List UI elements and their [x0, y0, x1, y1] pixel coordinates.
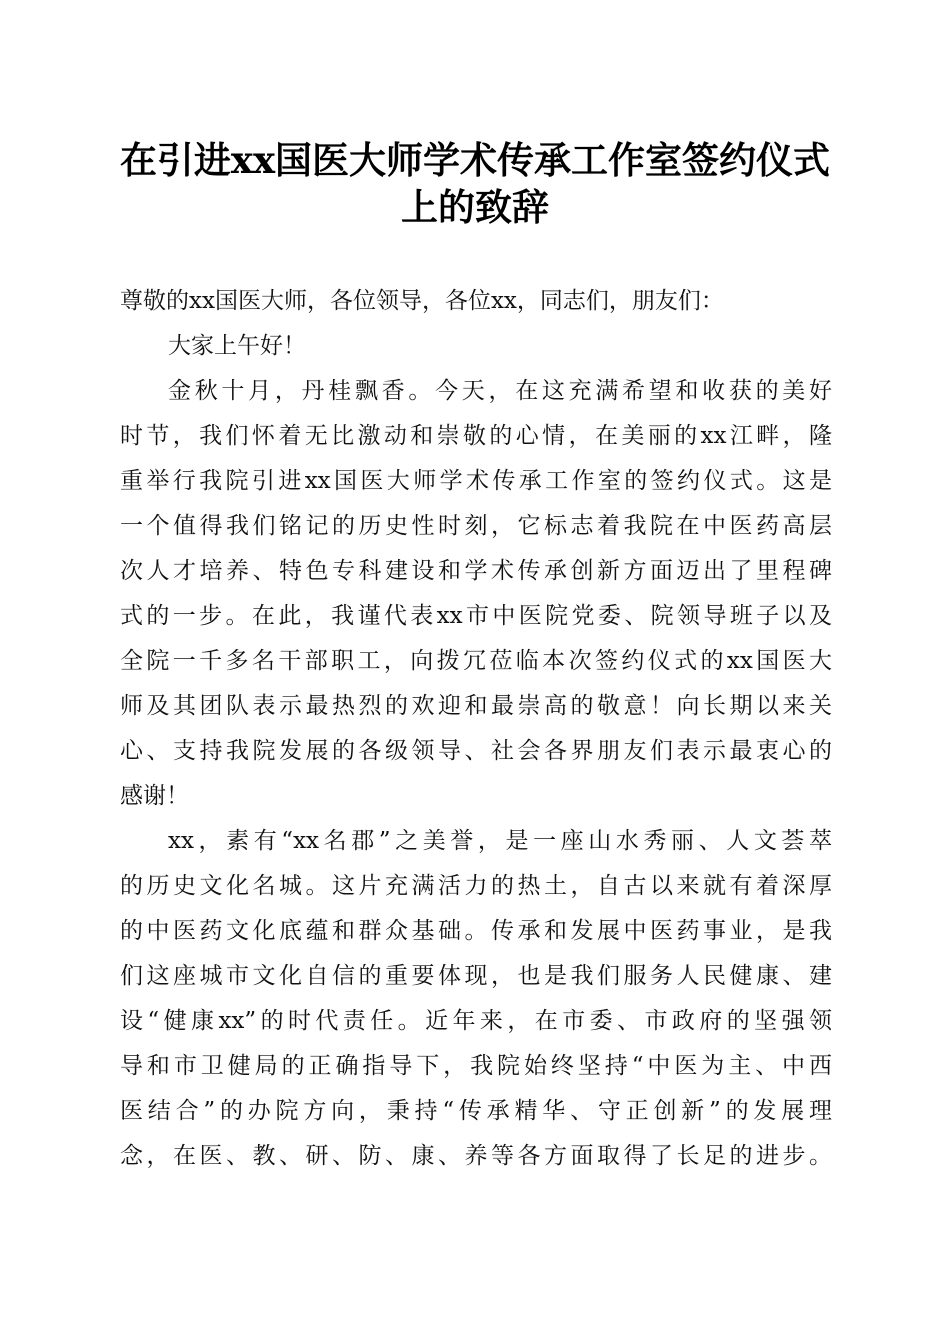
paragraph-line: 一个值得我们铭记的历史性时刻，它标志着我院在中医药高层: [120, 513, 832, 539]
paragraph-line: 式的一步。在此，我谨代表xx市中医院党委、院领导班子以及: [120, 603, 832, 629]
salutation: 尊敬的xx国医大师，各位领导，各位xx，同志们，朋友们：: [120, 288, 724, 314]
paragraph-line: 金秋十月，丹桂飘香。今天，在这充满希望和收获的美好: [168, 378, 832, 404]
paragraph-line: 心、支持我院发展的各级领导、社会各界朋友们表示最衷心的: [120, 738, 832, 764]
paragraph-line: xx，素有“xx名郡”之美誉，是一座山水秀丽、人文荟萃: [168, 828, 832, 854]
paragraph-line: 全院一千多名干部职工，向拨冗莅临本次签约仪式的xx国医大: [120, 648, 832, 674]
paragraph-2: [120, 819, 832, 1179]
greeting: 大家上午好！: [168, 333, 306, 359]
paragraph-line: 师及其团队表示最热烈的欢迎和最崇高的敬意！向长期以来关: [120, 693, 832, 719]
paragraph-line: 次人才培养、特色专科建设和学术传承创新方面迈出了里程碑: [120, 558, 832, 584]
paragraph-line: 的中医药文化底蕴和群众基础。传承和发展中医药事业，是我: [120, 918, 832, 944]
paragraph-1: [120, 369, 832, 819]
paragraph-line: 时节，我们怀着无比激动和崇敬的心情，在美丽的xx江畔，隆: [120, 423, 832, 449]
document-title-line-2: 上的致辞: [401, 185, 549, 229]
paragraph-line: 设“健康xx”的时代责任。近年来，在市委、市政府的坚强领: [120, 1008, 832, 1034]
paragraph-line: 重举行我院引进xx国医大师学术传承工作室的签约仪式。这是: [120, 468, 832, 494]
document-body: [120, 279, 832, 1179]
paragraph-line: 念，在医、教、研、防、康、养等各方面取得了长足的进步。: [120, 1143, 832, 1169]
document-title-line-1: 在引进xx国医大师学术传承工作室签约仪式: [119, 138, 831, 182]
paragraph-line: 导和市卫健局的正确指导下，我院始终坚持“中医为主、中西: [120, 1053, 832, 1079]
paragraph-line: 的历史文化名城。这片充满活力的热土，自古以来就有着深厚: [120, 873, 832, 899]
paragraph-line: 医结合”的办院方向，秉持“传承精华、守正创新”的发展理: [120, 1098, 832, 1124]
paragraph-line: 感谢！: [120, 783, 189, 809]
paragraph-line: 们这座城市文化自信的重要体现，也是我们服务人民健康、建: [120, 963, 832, 989]
